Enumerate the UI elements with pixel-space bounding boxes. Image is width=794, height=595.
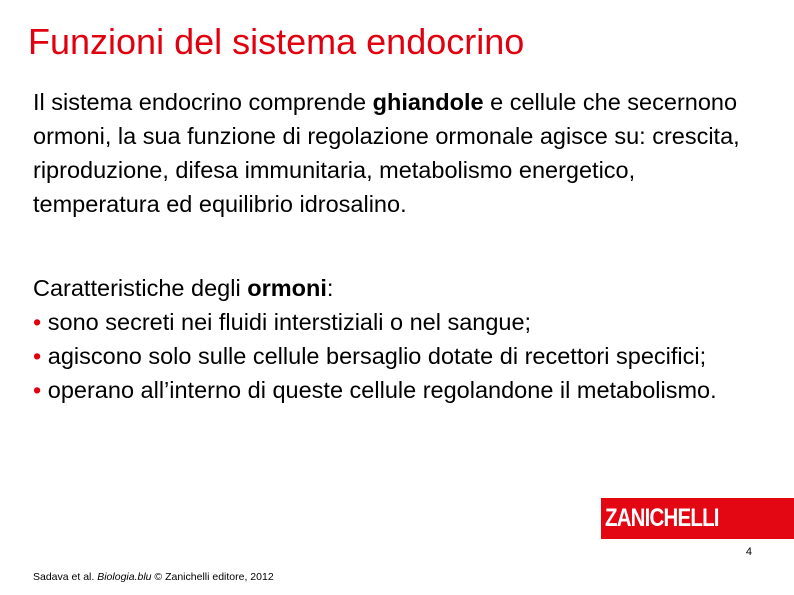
logo-text: ZANICHELLI [605, 504, 719, 532]
footer-book-title: Biologia.blu [97, 571, 152, 583]
bullet-marker: • [33, 309, 42, 335]
page-number: 4 [745, 546, 752, 558]
footer-citation [33, 571, 274, 583]
footer-publisher: © Zanichelli editore, 2012 [151, 571, 274, 583]
slide-title: Funzioni del sistema endocrino [28, 21, 525, 62]
intro-text-end: e cellule che secernono ormoni, la sua funzione di regolazione ormonale agisce su: crescita, riproduzione, difesa immunitaria, metabolismo energetico, temperatura ed equilibrio idrosalino. [33, 89, 740, 217]
hormones-paragraph [33, 271, 753, 407]
bullet-item-2: agiscono solo sulle cellule bersaglio dotate di recettori specifici; [47, 343, 707, 369]
intro-text-start: Il sistema endocrino comprende [33, 89, 373, 115]
bullet-marker: • [33, 377, 42, 403]
bullet-item-1: sono secreti nei fluidi interstiziali o nel sangue; [47, 309, 532, 335]
hormones-bold-term: ormoni [247, 275, 327, 301]
hormones-intro: Caratteristiche degli [33, 275, 248, 301]
bullet-marker: • [33, 343, 42, 369]
hormones-intro-colon: : [326, 275, 334, 301]
footer-authors: Sadava et al. [33, 571, 98, 583]
intro-paragraph [33, 85, 753, 221]
intro-bold-term: ghiandole [372, 89, 484, 115]
bullet-item-3: operano all’interno di queste cellule regolandone il metabolismo. [47, 377, 717, 403]
zanichelli-logo [601, 498, 794, 539]
